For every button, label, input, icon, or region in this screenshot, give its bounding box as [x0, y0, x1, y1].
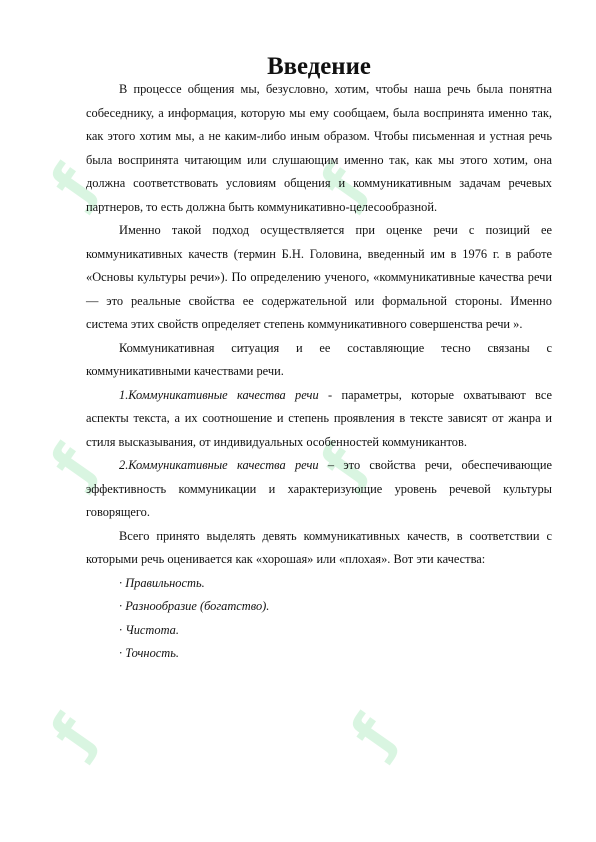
- watermark-mark: ƒ: [37, 154, 108, 214]
- list-item: · Точность.: [119, 646, 179, 660]
- watermark-mark: ƒ: [337, 704, 408, 764]
- definition-2-text: – это свойства речи, обеспечивающие эффективность коммуникации и характеризующие уровень речевой культуры говорящего.: [86, 458, 552, 519]
- paragraph-situation: Коммуникативная ситуация и ее составляющие тесно связаны с коммуникативными качествами речи.: [86, 340, 552, 378]
- paragraph-summary: Всего принято выделять девять коммуникативных качеств, в соответствии с которыми речь оценивается как «хорошая» или «плохая». Вот эти качества:: [86, 528, 552, 566]
- definition-1: [86, 384, 552, 455]
- list-item: · Правильность.: [119, 575, 205, 590]
- definition-2-term: 2.Коммуникативные качества речи: [119, 458, 319, 472]
- definition-2: [86, 454, 552, 525]
- watermark-mark: ƒ: [37, 704, 108, 764]
- watermark-mark: ƒ: [307, 154, 378, 214]
- list-item: · Разнообразие (богатство).: [119, 599, 270, 613]
- definition-1-term: 1.Коммуникативные качества речи: [119, 387, 319, 402]
- qualities-list: [86, 572, 552, 666]
- watermark-mark: ƒ: [307, 434, 378, 494]
- definition-1-text: - параметры, которые охватывают все аспекты текста, а их соотношение и степень проявления в тексте зависят от жанра и стиля высказывания, от индивидуальных особенностей коммуникантов.: [86, 387, 552, 449]
- document-page: [86, 55, 552, 666]
- watermark-mark: ƒ: [37, 434, 108, 494]
- paragraph-intro: В процессе общения мы, безусловно, хотим, чтобы наша речь была понятна собеседнику, а информация, которую мы ему сообщаем, была воспринята именно так, как этого хотим мы, а не каким-либо иным образом. Чтобы письменная и устная речь была воспринята читающим или слушающим именно так, как мы этого хотим, она должна соответствовать условиям общения и коммуникативным задачам речевых партнеров, то есть должна быть коммуникативно-целесообразной.: [86, 82, 552, 214]
- paragraph-approach: Именно такой подход осуществляется при оценке речи с позиций ее коммуникативных качеств (термин Б.Н. Головина, введенный им в 1976 г. в работе «Основы культуры речи»). По определению ученого, «коммуникативные качества речи — это реальные свойства ее содержательной или формальной стороны. Именно система этих свойств определяет степень коммуникативного совершенства речи ».: [86, 223, 552, 331]
- list-item: · Чистота.: [119, 622, 179, 637]
- document-title: Введение: [267, 53, 371, 80]
